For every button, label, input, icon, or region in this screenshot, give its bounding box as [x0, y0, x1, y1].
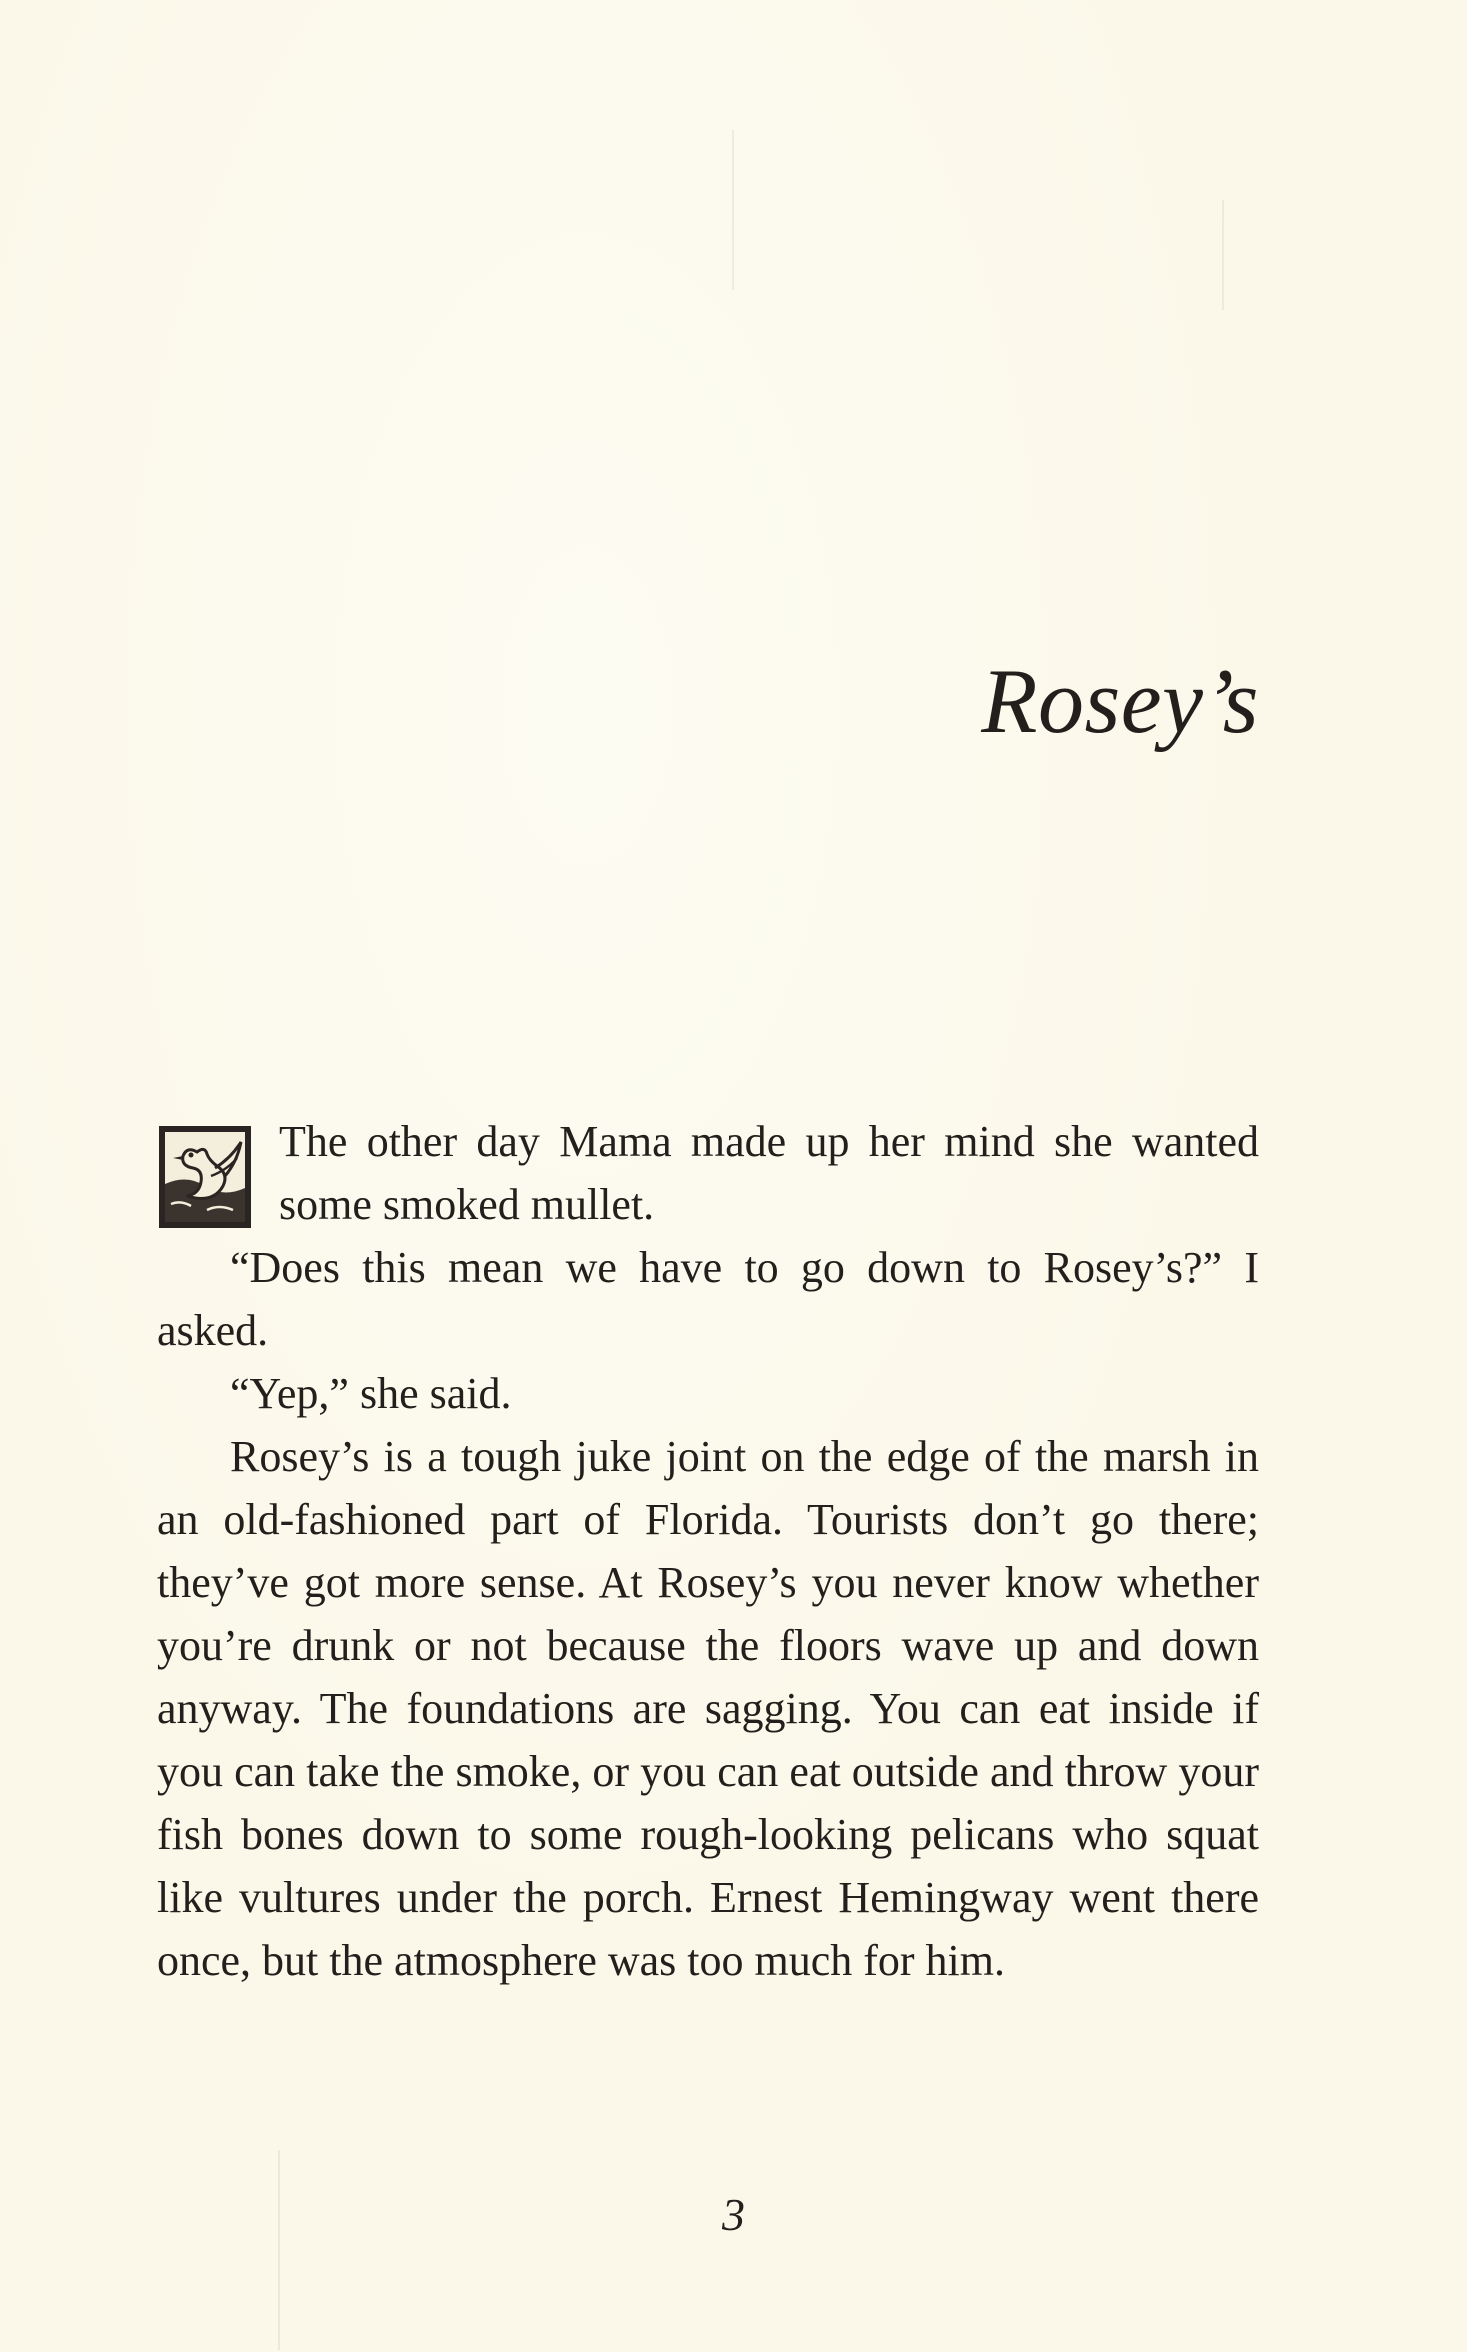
paragraph: Rosey’s is a tough juke joint on the edge of the marsh in an old-fashioned part of Florida. Tourists don’t go there; they’ve got more sense. At Rosey’s you never know whether you’re drunk or not because the floors wave up and down anyway. The foundations are sagging. You can eat inside if you can take the smoke, or you can eat outside and throw your fish bones down to some rough-looking pelicans who squat like vultures under the porch. Ernest Hemingway went there once, but the atmosphere was too much for him.	[157, 1432, 1259, 1985]
swan-ornament-icon	[157, 1124, 253, 1230]
paragraph	[157, 1110, 1259, 1236]
paragraph: “Yep,” she said.	[230, 1369, 512, 1418]
paragraph: “Does this mean we have to go down to Rosey’s?” I asked.	[157, 1243, 1259, 1355]
scan-artifact	[278, 2150, 280, 2350]
page-number: 3	[722, 2189, 745, 2240]
body-text	[157, 1110, 1259, 1992]
paragraph-text: The other day Mama made up her mind she wanted some smoked mullet.	[279, 1117, 1259, 1229]
scan-artifact	[732, 130, 734, 290]
scan-artifact	[1222, 200, 1224, 310]
chapter-title: Rosey’s	[981, 650, 1259, 752]
